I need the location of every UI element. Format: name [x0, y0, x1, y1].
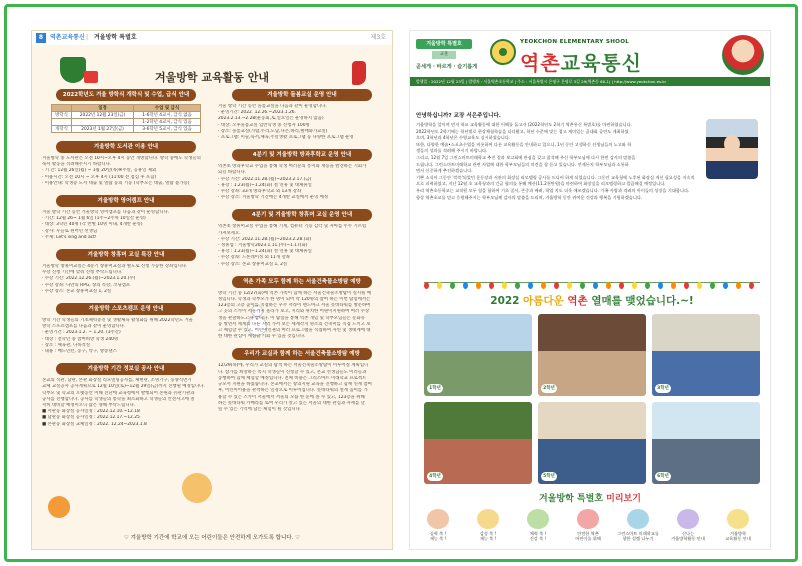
notice-line: · 수강 강좌: 나만의 RPG, 창의 특강, 코딩캠프 — [42, 282, 131, 288]
notice-line: 12/29(목)에, 우리가 교실의 탐색 하는 서울건축물소방탐이 이루어질 계획입니 — [218, 363, 369, 369]
greeting-line: 면서 신중하게 추진하겠습니다. — [416, 168, 473, 174]
table-cell: 2023년 1월 27일(금) — [72, 126, 134, 133]
greeting-title: 안녕하십니까? 교장 서은주입니다. — [416, 113, 501, 119]
preview-item — [616, 509, 660, 541]
preview-caption-line2: 재능 쑥 ! — [479, 536, 497, 541]
preview-thumbnail-icon — [577, 509, 599, 529]
notice-body — [218, 104, 386, 141]
notice-line: · 이용시간: 오전 10시 ~ 오후 4시 (11:00 전 점심 후 포함) — [42, 174, 157, 180]
notice-line: · 강사: 우들로 원어민 선생님 — [42, 228, 98, 234]
notice-box — [218, 276, 386, 341]
preview-item — [716, 509, 760, 541]
notice-line: 겨울방학 창휴머교실은 4분기 창휴머교실과 별도로 신청 가능한 강좌입니다. — [42, 264, 188, 270]
preview-thumbnail-icon — [477, 509, 499, 529]
table-cell: 1-6학년 4교시, 급식 없음 — [134, 112, 201, 119]
notice-box — [42, 195, 210, 241]
preview-caption — [516, 531, 560, 541]
notice-box — [218, 149, 386, 201]
notice-line: · 수강 장소: 본교 창휴머교실 1, 2실 — [42, 288, 112, 294]
preview-caption-line1: 실력 쑥 ! — [429, 531, 447, 536]
notice-line: 겨울 방학 기간 동안 겨울방학 영어캠프를 다음과 같이 운영합니다. — [42, 210, 170, 216]
table-row — [52, 126, 201, 133]
notice-line: 독서 활동을 격려해주시기 바랍니다. — [42, 162, 112, 168]
preview-caption-line2: 어린이를 위해 — [575, 536, 601, 541]
notice-line: ■ 남관동 화장실 공사일정 : 2022.12.17.~12.25 — [42, 415, 140, 421]
table-cell: 방학식 — [52, 112, 72, 119]
banner-year: 2022 — [490, 295, 524, 307]
newsletter-title — [520, 47, 642, 76]
notice-line: · 대상: 3학년 40명 (각 반별 10명 이내, 4개반 운영) — [42, 222, 143, 228]
preview-thumbnail-icon — [527, 509, 549, 529]
greeting-line: 2022학년도 2학기에는 학년별로 현장체험학습을 다녀왔고, 학년 수준에 맞는 접고 재미있는 골대회 공연도 개최하였 — [416, 128, 629, 134]
notice-line: - 휴강 : 1.23(월)~1.24(화) 설 연휴 및 대체휴일 — [218, 182, 312, 188]
light-bulb-icon — [476, 282, 481, 289]
notice-line: 방학 기간 중 12/27(화)에 역촌 가족이 함께 하는 서울건축물소방탐이 실시될 예 — [218, 290, 372, 296]
notice-box — [42, 141, 210, 187]
class-photo — [424, 402, 532, 484]
class-photo — [538, 314, 646, 396]
preview-caption-line2: 겨울방학활동 안내 — [671, 536, 705, 541]
preview-item — [416, 509, 460, 541]
class-photo — [538, 402, 646, 484]
light-bulb-icon — [528, 282, 533, 289]
light-bulb-icon — [554, 282, 559, 289]
newsletter-title-rest: 교육통신 — [560, 51, 642, 75]
grade-label: 4학년 — [427, 472, 443, 481]
preview-caption-line2: 향한 설렘 나누기 — [622, 536, 654, 541]
notice-body — [42, 318, 210, 355]
notice-line: · 수강 강좌: 33개 방과후학교 외 13개 강좌 — [218, 189, 302, 195]
notice-body — [42, 264, 210, 295]
notice-line: 규모서 지원을 하였습니다. 본교에서는 창의지원 교육을 진행하고 함께 연계 참여 — [218, 382, 372, 388]
notice-line: 한 대한 관심이 깨짐할 기회 수 있을 것입니다. — [218, 334, 306, 340]
light-bulb-icon — [723, 282, 728, 289]
notice-line: 학부모 및 학교의 오랫동안 이해 진단에 교육청에서 발행되어 본원과 유관기관과 — [42, 390, 195, 396]
grade-label: 2학년 — [541, 384, 557, 393]
preview-item — [466, 509, 510, 541]
light-bulb-icon — [749, 282, 754, 289]
notice-line: · 수강 장소: 본교 창휴머교실 1, 2실 — [218, 261, 288, 267]
light-bulb-icon — [593, 282, 598, 289]
notice-heading: 역촌 가족 모두 함께 하는 서울건축물소방탐 예방 — [232, 276, 372, 288]
notice-line: 겨울방학 중 도서관은 오전 10시~오후 4시 동안 개방합니다. 방학 중에도 학생들의 — [42, 156, 201, 161]
preview-caption-line1: 겨울방학 — [729, 531, 747, 536]
preview-caption — [666, 531, 710, 541]
greeting-line: 으며, 3학년과 4학년은 수영교육도 실시하였습니다. — [416, 135, 511, 141]
greeting-line: 기쁜 소식이 그동안 '쓱쓱'되었던 운동장과 서관의 화장실 리모델링 공사를 드디어 하게 되었습니다. 그동안 교육청에 노후된 화장실 개선 필요성을 지속적 — [416, 174, 694, 180]
notice-line: 방학 스포츠캠프를 다음과 같이 운영합니다. — [42, 324, 126, 330]
light-bulb-icon — [684, 282, 689, 289]
notice-line: 그 곳의 스카이 서울까지 올라가 보고, 지리와 위치한 어원이지원하여 여러 수상 — [218, 309, 370, 315]
notice-heading: 우리가 교실과 함께 하는 서울건축물소방탐 예방 — [232, 348, 372, 360]
notice-line: ■ 서관동 화장실 공사일정 : 2022.12.10.~12.18 — [42, 409, 140, 415]
notice-heading: 겨울방학 도서관 이용 안내 — [56, 141, 196, 153]
notice-box — [42, 249, 210, 295]
banner-title — [424, 293, 760, 308]
notice-line: 릴 수 있는 기억에 남는 체험이 될 것입니다. — [218, 406, 302, 412]
light-bulb-icon — [515, 282, 520, 289]
notice-body — [42, 156, 210, 187]
banner-school: 역촌 — [567, 295, 588, 307]
principal-face — [724, 135, 740, 153]
notice-line: · 수강 기간: 2022.11.28.(월)~2023.2.17.(금) — [218, 176, 312, 182]
notice-heading: 4분기 및 겨울방학 방과후학교 운영 안내 — [232, 149, 372, 161]
notice-body — [218, 164, 386, 201]
header-separator: | — [86, 34, 89, 41]
light-bulb-icon — [658, 282, 663, 289]
light-bulb-icon — [541, 282, 546, 289]
table-cell — [72, 119, 134, 126]
notice-heading: 겨울방학 스포츠캠프 운영 안내 — [56, 303, 196, 315]
light-bulb-icon — [632, 282, 637, 289]
notice-line: 공사를 진행합니다. 공사를 학생들의 통학을 최소화하고 학생들의 안전사고에 철 — [42, 396, 195, 402]
notice-line: · 대상: 오후돌봄교실 입반학생 중 신청자 100명 — [218, 122, 310, 128]
right-column — [218, 89, 386, 421]
notice-line: 되길 바랍니다. — [218, 170, 247, 176]
notice-line: 겨울 방학 기간 동안 돌봄교실을 다음과 같이 운영합니다. — [218, 104, 327, 109]
school-english-name: YEOKCHON ELEMENTARY SHOOL — [520, 39, 630, 45]
table-cell: 개학식 — [52, 126, 72, 133]
left-page-header — [32, 31, 392, 45]
notice-line: 다. 참가를 희망하는 복지 학생들이 신청할 수 있고, 본교 선생님들도 이러들과 — [218, 369, 367, 375]
preview-thumbnail-icon — [677, 509, 699, 529]
grade-label: 6학년 — [655, 472, 671, 481]
preview-thumbnail-icon — [727, 509, 749, 529]
greeting-line: 항상 역촌초교를 믿고 응원해주시는 학부모님께 감사의 말씀을 드리며, 겨울방학 동안 귀여운 건강과 행복을 기원하겠습니다. — [416, 194, 643, 200]
principal-greeting — [416, 111, 762, 281]
notice-heading: 겨울방학 영어캠프 안내 — [56, 195, 196, 207]
notice-line: · 기간: 12월 26~ 1월 6일 (1주~2주차 10일간 운영) — [42, 216, 146, 222]
banner-adjective: 아름다운 — [523, 295, 568, 307]
notice-line: · 수강 강좌: 드론레이싱 외 11개 강좌 — [218, 255, 290, 261]
notice-line: · 수강 기간: 2022.12.26.(월)~2023.1.20.(수) — [42, 276, 136, 282]
school-motto: 곧세게 · 바르게 · 슬기롭게 — [416, 64, 478, 70]
motto-tag: 교훈 — [432, 51, 456, 59]
left-page — [31, 30, 393, 550]
preview-item — [516, 509, 560, 541]
preview-title-main: 겨울방학 특별호 — [539, 494, 607, 504]
notice-box — [218, 348, 386, 413]
notice-line: · 주제: Let's sing and act! — [42, 234, 97, 240]
notice-line: 고 체험할 수 있고, 어린이인권의 여러 프로그램을 직접하며 자연 및 생태계에 대 — [218, 328, 371, 334]
light-bulb-icon — [710, 282, 715, 289]
issue-topic: 겨울방학 특별호 — [94, 34, 137, 41]
notice-line: 역촌초 창휴머교실 수업을 통해 기계, 컴퓨터 기능 감각 및 자아를 두두 기르렴 — [218, 224, 367, 230]
preview-caption — [716, 531, 760, 541]
preview-caption-line1: 감성 쑥 ! — [479, 531, 497, 536]
table-row — [52, 119, 201, 126]
issue-number: 제3호 — [370, 34, 386, 41]
preview-caption-line1: 안전한 역촌 — [577, 531, 599, 536]
preview-caption-line2: 재능 쑥 ! — [429, 536, 447, 541]
table-header-row — [52, 105, 201, 112]
greeting-line: 겨울방학을 앞이며 먼저 학교 교육활동에 대한 이해를 돕고자 (2022학년도 2학기 역촌통신 특별호)를 마련하였습니다. — [416, 122, 632, 127]
preview-caption — [416, 531, 460, 541]
preview-row — [416, 509, 766, 549]
page-number: 8 — [36, 33, 46, 43]
newsletter-title-highlight: 역촌 — [520, 51, 561, 75]
notice-line: · 장소: 돌봄교실(가람,누리,도담,다온,하리,별애와가교실) — [218, 128, 328, 134]
greeting-line: 드립니다. 그린스마트미래학교 관련 사업에 대한 학부모님들의 의견을 잘 듣고 있습니다. 언제든지 학부모님과 소통하 — [416, 161, 629, 167]
table-row — [52, 112, 201, 119]
notice-box — [42, 363, 210, 428]
notice-line: 수강 신청 기간에 맞춰 신청 부탁드립니다. — [42, 270, 123, 276]
preview-thumbnail-icon — [427, 509, 449, 529]
notice-heading: 겨울방학 창휴머 교실 특강 안내 — [56, 249, 196, 261]
notice-body — [218, 363, 386, 413]
notice-line: 교체 교실공사 공사계획으로 12월 10일(토)~12월 29일(금)까지 진행될 예정입니다. — [42, 384, 205, 390]
greeting-line: 으로 피력하였고, 지난 12월 초 교육청과의 긴급 협의를 통해 예산(11.2천만원)을 마련하여 화장실을 리모델링하고 깔끔해질 예정입니다. — [416, 181, 666, 187]
banner-rest: 열매를 맺었습니다.~! — [587, 295, 694, 307]
notice-line: 용할 수 있는 스카이 서울에서 서울의 모습 한 눈에 볼 수 있고, 123층을 위해 — [218, 394, 365, 400]
class-photo-grid — [424, 314, 760, 486]
light-bulb-icon — [736, 282, 741, 289]
class-photo — [652, 314, 760, 396]
notice-body — [218, 224, 386, 267]
notice-line: 방학 기간 학생들의 기초체력증진 및 생활체육 활성화를 위해 2022학년도 겨울 — [42, 318, 193, 324]
preview-caption-line1: 신나는 — [681, 531, 695, 536]
preview-caption-line1: 체력 쑥 ! — [529, 531, 547, 536]
notice-line: · 운영기간 : 2023.1.2. ~ 1.20. (3주간) — [42, 330, 121, 336]
preview-title — [410, 491, 770, 504]
notice-body — [42, 210, 210, 241]
greeting-body — [416, 122, 694, 201]
notice-line: 생을 관찰하도고자 합니다. 이 탐험을 통해 역촌 개념 및 학부모님들은 문화유 — [218, 315, 365, 321]
right-page — [409, 30, 771, 550]
notice-heading: 겨울방학 기간 정보실 공사 안내 — [56, 363, 196, 375]
light-bulb-icon — [619, 282, 624, 289]
notice-line: 정입니다. 학생과 학부모가 한 명이 되어 약 120명의 참여 하는 이번 탐험에서는 — [218, 297, 371, 303]
light-bulb-icon — [489, 282, 494, 289]
light-bulb-icon — [424, 282, 429, 289]
notice-line: 하는 롯데타워 카메라를 토여 우리가 살고 있는 서울의 대한 관심과 자세를 날 — [218, 400, 365, 406]
greeting-line: 생들의 성과를 격려해 주시기 바랍니다. — [416, 148, 488, 154]
notice-line: · 대상 : 전학년 중 참여희망 학생 240명 — [42, 336, 119, 342]
safety-footer: ♡ 겨울방학 기간에 학교에 오는 어린이들은 안전하게 오가도록 합니다. ♡ — [123, 535, 301, 541]
special-issue-tag: 겨울방학 특별호 — [416, 39, 472, 49]
schedule-table — [51, 104, 201, 133]
notice-heading: 겨울방학 돌봄교실 운영 안내 — [232, 89, 372, 101]
notice-line: 가져보세요. — [218, 230, 241, 236]
notice-line: 123층의 고층 높이를 직접하는 우주 서라이 랜드마크 서울 롯데타워를 방문하여 — [218, 303, 371, 309]
grade-label: 5학년 — [541, 472, 557, 481]
light-bulb-icon — [697, 282, 702, 289]
notice-line: 등 방면서 세계의 다른 지역 가서 보는 세계각지 명소의 건축미를 직접 느끼고 보 — [218, 321, 371, 327]
masthead — [410, 31, 770, 91]
school-emblem-icon — [490, 39, 516, 65]
notice-heading: 2022학년도 겨울 방학식 개학식 및 수업, 급식 안내 — [56, 89, 196, 101]
notice-line: ■ 본관동 화장실 교체일정 : 2022. 12.24~2023.1.8 — [42, 421, 147, 427]
highlights-banner — [424, 289, 760, 309]
light-bulb-icon — [437, 282, 442, 289]
notice-line: 역촌초 방과후학교 수업을 통해 학생 여러분의 흥미와 재능을 발견하는 기회가 — [218, 164, 367, 170]
table-header-cell: 수업 및 급식 — [134, 105, 201, 112]
preview-caption-line2: 건강 쑥 ! — [529, 536, 547, 541]
page-title: 겨울방학 교육활동 안내 — [155, 71, 269, 84]
notice-line: 2023.2.13.~2.28(운동회,토,일요일은 운영하지 않음) — [218, 116, 324, 122]
light-bulb-icon — [580, 282, 585, 289]
light-bulb-icon — [450, 282, 455, 289]
notice-body — [42, 378, 210, 428]
notice-line: · 수강 장소: 겨울방학 기간에는 4개반 교실에서 운영 예정 — [218, 195, 329, 201]
notice-box — [218, 89, 386, 141]
notice-line: · 장소 : 체육관, 다목적실 — [42, 342, 91, 348]
greeting-line: 또한, 다양한 예술•스포츠수업을 비롯하여 다른 교육활동을 안내하고 있으니, 1년 동안 고생하신 선생님들의 노고와 학 — [416, 141, 632, 147]
notice-body — [218, 291, 386, 341]
notice-line: 동행하여 함께 체험할 예정입니다. 전체 비용은 그리스마트 미래학교 프로젝트 — [218, 375, 367, 381]
table-cell: 3-6학년 5교시, 급식 있음 — [134, 126, 201, 133]
table-cell: 2022년 12월 23일(금) — [72, 112, 134, 119]
principal-photo — [706, 119, 758, 179]
notice-line: · 수강 기간: 2022.11.28.(월)~2023.2.28.(화) — [218, 236, 312, 242]
tiger-illustration-icon — [48, 496, 70, 518]
notice-line: · 프로그램: 미술,독서,체육,주말생활 프로그램 등 다양한 프로그램 운영 — [218, 135, 354, 141]
notice-line: 본교의 석관, 남관, 본관 화장실 리모델링공사를, 체현관, 조명기구, 동양석면기 — [42, 378, 192, 384]
grade-label: 3학년 — [655, 384, 671, 393]
class-photo — [424, 314, 532, 396]
table-cell — [52, 119, 72, 126]
greeting-line: 우리 역촌초등학교는 교직원 모두 힘을 합하여 기초 질서, 존중과 배려, 학업 지도 더욱 애쓰겠습니다. 가족 사랑과 격려의 아이들의 성장을 기대합니다. — [416, 187, 690, 193]
preview-caption — [616, 531, 660, 541]
notice-line: · 내용 : 배드민턴, 농구, 탁구, 방송댄스 — [42, 349, 117, 355]
notice-box — [42, 303, 210, 355]
light-bulb-icon — [671, 282, 676, 289]
light-bulb-icon — [606, 282, 611, 289]
preview-item — [566, 509, 610, 541]
notice-box — [218, 209, 386, 267]
notice-line: · 운영기간: 2022. 12.26.~2023.1.26. — [218, 110, 296, 116]
notice-line: - 정휴업 : 겨울방학2023.1.11.(수)~1.17(화) — [218, 243, 308, 249]
light-bulb-icon — [463, 282, 468, 289]
class-photo — [652, 402, 760, 484]
notice-line: · 이용안내: 학생증 도서 대출 및 열람 등의 기능 (학부모는 대출, 열람 불가능) — [42, 180, 190, 186]
greeting-line: 그리고, 12월 7일 그린스마트미래학교 추진 결과 보고회에 관심을 갖고 참석해 주신 학부모님께 다시 한번 감사의 말씀을 — [416, 154, 636, 160]
notice-line: 후, 어린이이용을 관객하는 일정으로 이루어집니다. 롯데타워의 설계 높이를 가 — [218, 388, 368, 394]
preview-caption — [466, 531, 510, 541]
table-header-cell: 일정 — [72, 105, 134, 112]
light-bulb-icon — [645, 282, 650, 289]
section-name: 역촌교육통신 — [50, 34, 85, 41]
publication-info-bar: 발행일 : 2022년 12월 23일 | 발행처 : 서울역촌초등학교 | 주소 : 서울특별시 은평구 은평로 3길 29(역촌동 60-1) | http://www.yeokchon.es.kr — [410, 77, 770, 86]
notice-line: - 휴강 : 1.23(월)~1.24(화) 설 연휴 및 대체휴일 — [218, 249, 312, 255]
preview-caption-line1: 그린스마트 미래학교를 — [617, 531, 659, 536]
left-column — [42, 89, 210, 436]
preview-caption — [566, 531, 610, 541]
notice-line: 저히 대비할 예정이오니 많은 양해 부탁드립니다. — [42, 403, 136, 409]
notice-heading: 4분기 및 겨울방학 창휴머 교실 운영 안내 — [232, 209, 372, 221]
preview-title-accent: 미리보기 — [606, 494, 641, 504]
preview-caption-line2: 교육활동 안내 — [725, 536, 751, 541]
preview-thumbnail-icon — [627, 509, 649, 529]
preview-item — [666, 509, 710, 541]
light-bulb-icon — [567, 282, 572, 289]
table-cell: 1-2학년 4교시, 급식 있음 — [134, 119, 201, 126]
notice-box — [42, 89, 210, 133]
light-bulb-icon — [502, 282, 507, 289]
santa-wreath-icon — [722, 35, 764, 75]
children-illustration-icon — [182, 473, 212, 503]
table-header-cell — [52, 105, 72, 112]
grade-label: 1학년 — [427, 384, 443, 393]
notice-line: · 기 간: 12월 26일(월) ~ 1월 20일(목)※주말, 공휴일 제외 — [42, 168, 157, 174]
